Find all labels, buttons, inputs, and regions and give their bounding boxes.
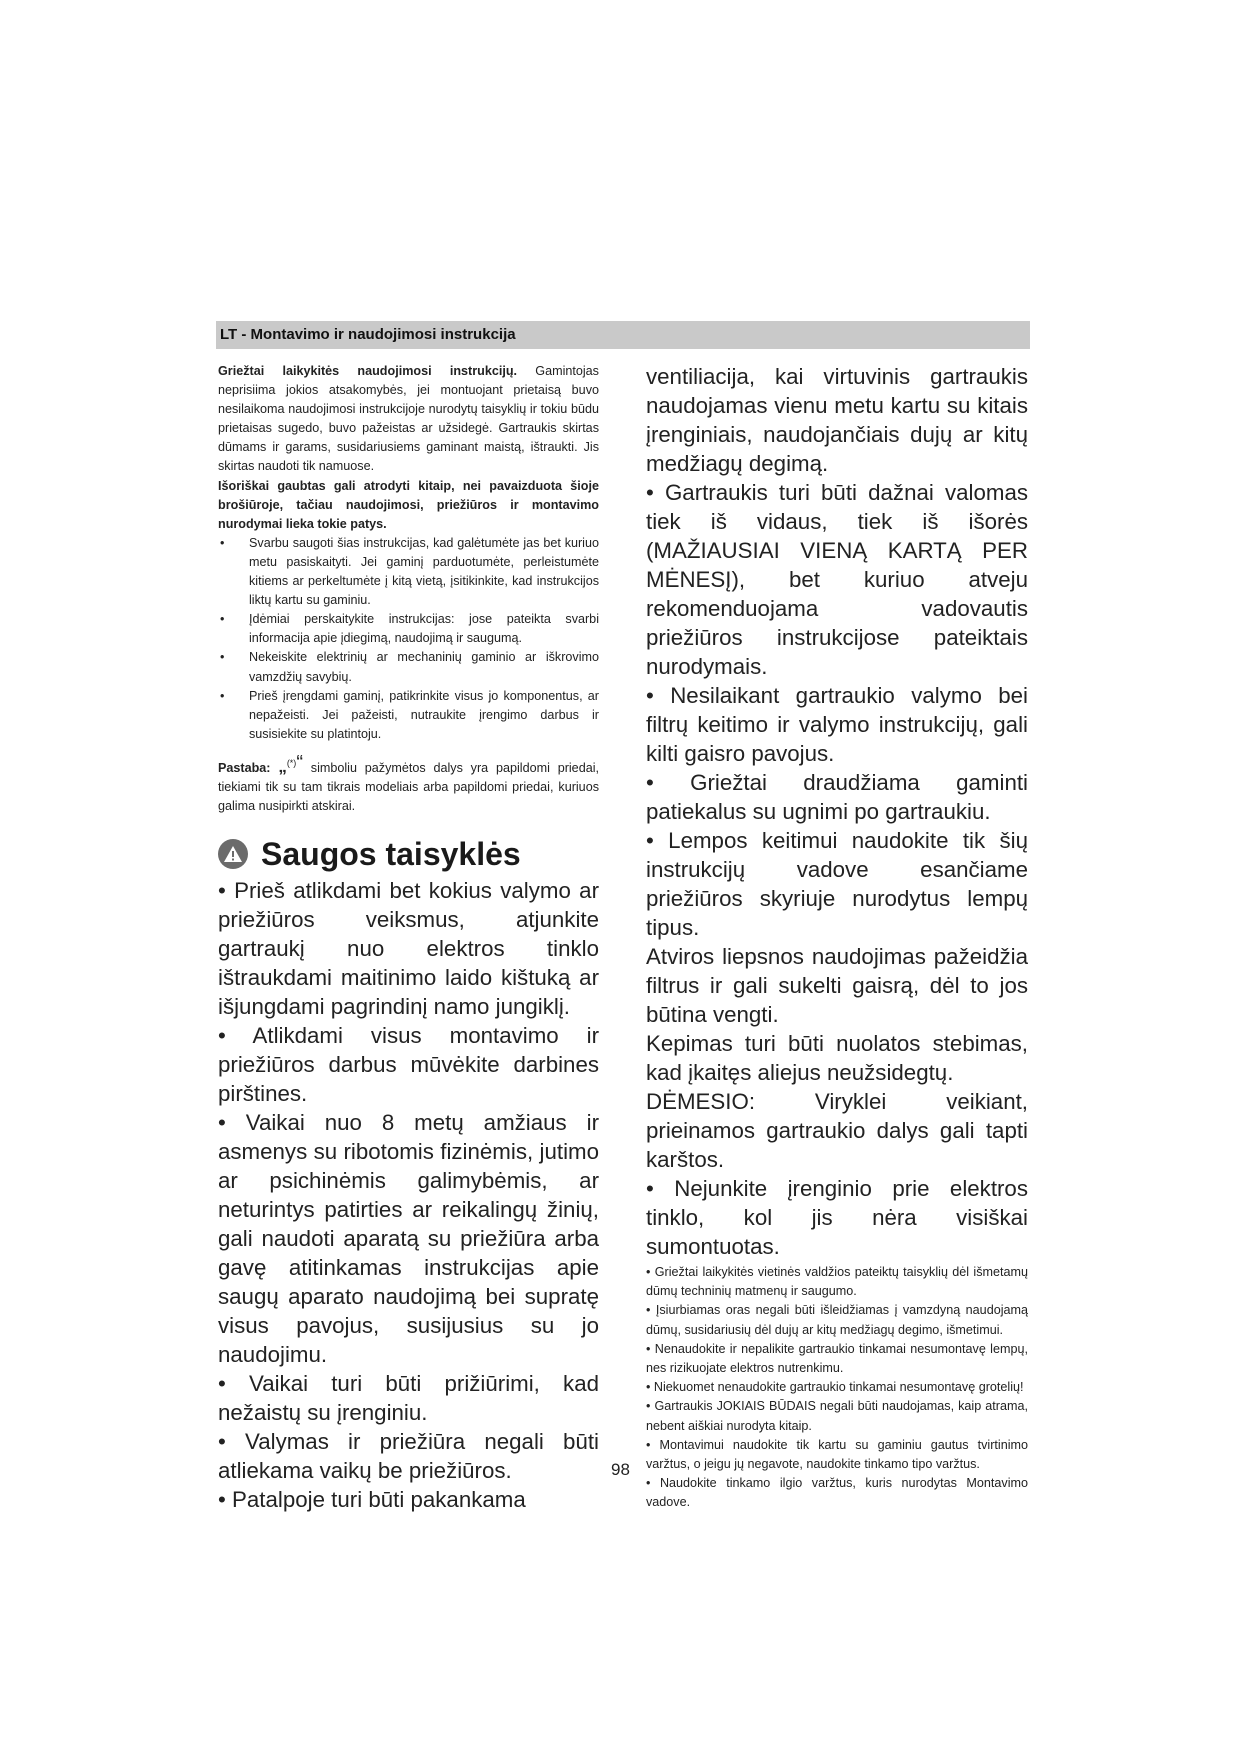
safety-section-title — [218, 832, 599, 876]
safety-paragraph: • Griežtai draudžiama gaminti patiekalus su ugnimi po gartraukiu. — [646, 770, 1028, 824]
page-number: 98 — [611, 1460, 630, 1479]
list-item: • Įdėmiai perskaitykite instrukcijas: jose pateikta svarbi informacija apie įdiegimą, naudojimą ir saugumą. — [220, 612, 599, 646]
safety-paragraph: • Valymas ir priežiūra negali būti atliekama vaikų be priežiūros. — [218, 1429, 599, 1484]
intro-text: Gamintojas neprisiima jokios atsakomybės, jei montuojant prietaisą buvo nesilaikoma naudojimosi instrukcijoje nurodytų taisyklių ir tokiu būdu prietaisas sugedo, buvo pažeistas ar užsidegė. Gartraukis skirtas dūmams ir garams, susidariusiems gaminant maistą, ištraukti. Jis skirtas naudoti tik namuose. — [218, 364, 599, 474]
safety-paragraph: • Vaikai nuo 8 metų amžiaus ir asmenys su ribotomis fizinėmis, jutimo ar psichinėmis galimybėmis, ar neturintys patirties ar reikalingų žinių, gali naudoti aparatą su priežiūra arba gavę atitinkamas instrukcijas apie saugų aparato naudojimą bei supratę visus pavojus, susijusius su jo naudojimu. — [218, 1110, 599, 1368]
safety-paragraph: • Patalpoje turi būti pakankama — [218, 1487, 526, 1513]
note-paragraph: Pastaba: „(*)“ simboliu pažymėtos dalys yra papildomi priedai, tiekiami tik su tam tikrais modeliais arba papildomi priedai, kuriuos galima nusipirkti atskirai. — [218, 751, 599, 814]
safety-paragraph: • Lempos keitimui naudokite tik šių instrukcijų vadove esančiame priežiūros skyriuje nurodytus lempų tipus. — [646, 828, 1028, 940]
left-column — [218, 362, 599, 1514]
header-title: LT - Montavimo ir naudojimosi instrukcija — [220, 326, 516, 343]
intro-paragraph — [218, 362, 599, 477]
small-rule: • Niekuomet nenaudokite gartraukio tinkamai nesumontavę grotelių! — [646, 1380, 1024, 1395]
safety-paragraph: • Prieš atlikdami bet kokius valymo ar priežiūros veiksmus, atjunkite gartraukį nuo elektros tinklo ištraukdami maitinimo laido kištuką ar išjungdami pagrindinį namo jungiklį. — [218, 878, 599, 1020]
safety-paragraph: • Gartraukis turi būti dažnai valomas tiek iš vidaus, tiek iš išorės (MAŽIAUSIAI VIENĄ KARTĄ PER MĖNESĮ), bet kuriuo atveju rekomenduojama vadovautis priežiūros instrukcijose pateiktais nurodymais. — [646, 480, 1028, 679]
intro-bold: Griežtai laikykitės naudojimosi instrukcijų. — [218, 364, 518, 378]
section-heading: Saugos taisyklės — [261, 835, 521, 872]
safety-paragraph: • Vaikai turi būti prižiūrimi, kad nežaistų su įrenginiu. — [218, 1371, 599, 1426]
small-rule: • Įsiurbiamas oras negali būti išleidžiamas į vamzdyną naudojamą dūmų, susidariusių dėl dujų ar kitų medžiagų degimo, išmetimui. — [646, 1303, 1028, 1337]
list-item: • Nekeiskite elektrinių ar mechaninių gaminio ar iškrovimo vamzdžių savybių. — [220, 650, 599, 684]
safety-paragraph: • Atlikdami visus montavimo ir priežiūros darbus mūvėkite darbines pirštines. — [218, 1023, 599, 1107]
note-label: Pastaba: — [218, 760, 271, 775]
safety-paragraph: • Nejunkite įrenginio prie elektros tinklo, kol jis nėra visiškai sumontuotas. — [646, 1176, 1028, 1259]
safety-paragraph: Atviros liepsnos naudojimas pažeidžia filtrus ir gali sukelti gaisrą, dėl to jos būtina vengti. — [646, 944, 1028, 1027]
warning-icon — [218, 839, 248, 869]
section-header — [216, 321, 1030, 349]
right-column — [646, 362, 1028, 1513]
list-item: • Prieš įrengdami gaminį, patikrinkite visus jo komponentus, ar nepažeisti. Jei pažeisti, nutraukite įrengimo darbus ir susisiekite su platintoju. — [220, 688, 599, 741]
small-rule: • Gartraukis JOKIAIS BŪDAIS negali būti naudojamas, kaip atrama, nebent aiškiai nurodyta kitaip. — [646, 1399, 1028, 1433]
list-item: • Svarbu saugoti šias instrukcijas, kad galėtumėte jas bet kuriuo metu pasiskaityti. Jei gaminį parduotumėte, perleistumėte kitiems ar perkeltumėte į kitą vietą, įsitikinkite, kad instrukcijos liktų kartu su gaminiu. — [220, 535, 599, 608]
small-rule: • Naudokite tinkamo ilgio varžtus, kuris nurodytas Montavimo vadove. — [646, 1476, 1028, 1510]
instruction-list — [218, 534, 599, 744]
small-rule: • Nenaudokite ir nepalikite gartraukio tinkamai nesumontavę lempų, nes rizikuojate elektros nutrenkimu. — [646, 1341, 1028, 1376]
small-rule: • Griežtai laikykitės vietinės valdžios pateiktų taisyklių dėl išmetamų dūmų techninių matmenų ir saugumo. — [646, 1265, 1028, 1299]
safety-paragraph: ventiliacija, kai virtuvinis gartraukis naudojamas vienu metu kartu su kitais įrenginiais, naudojančiais dujų ar kitų medžiagų degimą. — [646, 364, 1028, 476]
outer-note: Išoriškai gaubtas gali atrodyti kitaip, nei pavaizduota šioje brošiūroje, tačiau naudojimosi, priežiūros ir montavimo nurodymai lieka tokie patys. — [218, 478, 599, 531]
small-rule: • Montavimui naudokite tik kartu su gaminiu gautus tvirtinimo varžtus, o jeigu jų negavote, naudokite tinkamo tipo varžtus. — [646, 1437, 1028, 1472]
safety-paragraph: • Nesilaikant gartraukio valymo bei filtrų keitimo ir valymo instrukcijų, gali kilti gaisro pavojus. — [646, 683, 1028, 766]
safety-paragraph: Kepimas turi būti nuolatos stebimas, kad įkaitęs aliejus neužsidegtų. — [646, 1031, 1028, 1085]
safety-paragraph: DĖMESIO: Viryklei veikiant, prieinamos gartraukio dalys gali tapti karštos. — [646, 1089, 1028, 1172]
